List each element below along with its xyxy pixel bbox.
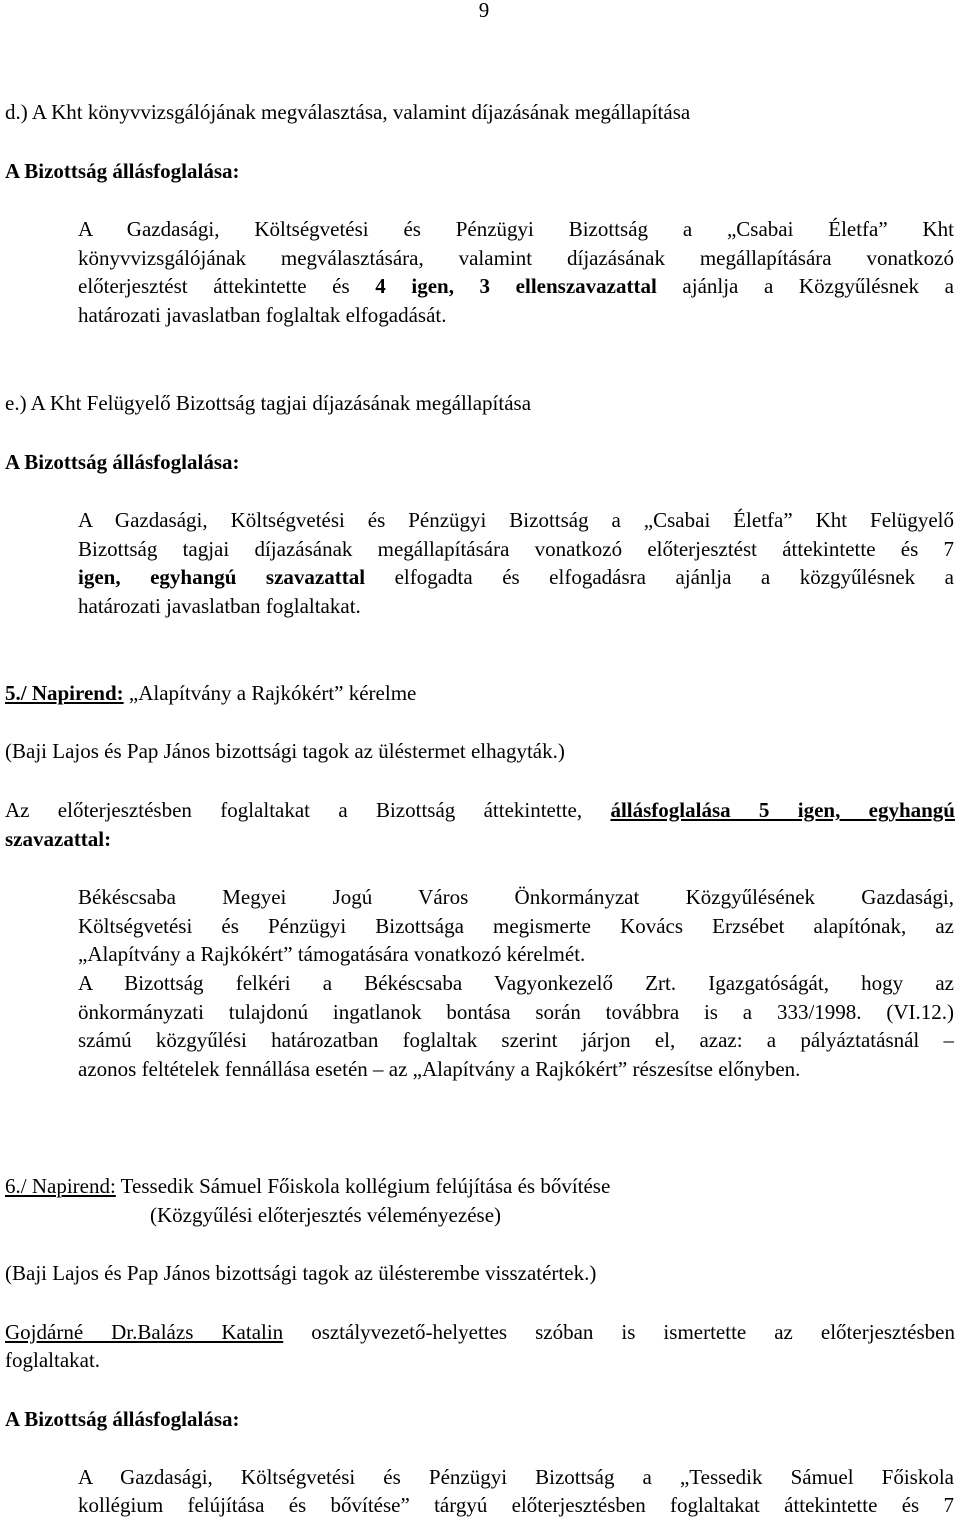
section-e-text-line: határozati javaslatban foglaltakat.: [78, 594, 361, 618]
agenda-6-heading: 6./ Napirend: Tessedik Sámuel Főiskola kollégium felújítása és bővítése: [5, 1174, 611, 1198]
agenda-6-resolution-line: kollégium felújítása és bővítése” tárgyú előterjesztésben foglaltakat áttekintette és 7: [78, 1493, 954, 1517]
agenda-5-resolution-line: önkormányzati tulajdonú ingatlanok bontása során továbbra is a 333/1998. (VI.12.): [78, 1000, 954, 1024]
section-d-label: A Bizottság állásfoglalása:: [5, 159, 240, 183]
agenda-5-resolution-line: Költségvetési és Pénzügyi Bizottsága megismerte Kovács Erzsébet alapítónak, az: [78, 914, 954, 938]
section-e-text-line: A Gazdasági, Költségvetési és Pénzügyi Bizottság a „Csabai Életfa” Kht Felügyelő: [78, 508, 954, 532]
section-d-text-line: könyvvizsgálójának megválasztására, valamint díjazásának megállapítására vonatkozó: [78, 246, 954, 270]
agenda-5-intro: Az előterjesztésben foglaltakat a Bizottság áttekintette, állásfoglalása 5 igen, egyhangú: [5, 798, 955, 822]
agenda-6-subtitle: (Közgyűlési előterjesztés véleményezése): [150, 1203, 502, 1227]
agenda-5-heading: 5./ Napirend: „Alapítvány a Rajkókért” kérelme: [5, 681, 417, 705]
section-e-label: A Bizottság állásfoglalása:: [5, 450, 240, 474]
section-d-text-line: A Gazdasági, Költségvetési és Pénzügyi Bizottság a „Csabai Életfa” Kht: [78, 217, 954, 241]
section-e-text-line: igen, egyhangú szavazattal elfogadta és elfogadásra ajánlja a közgyűlésnek a: [78, 565, 955, 589]
section-e-text-line: Bizottság tagjai díjazásának megállapítására vonatkozó előterjesztést áttekintette és 7: [78, 537, 954, 561]
page-number: 9: [478, 0, 490, 22]
agenda-5-resolution-line: számú közgyűlési határozatban foglaltak szerint járjon el, azaz: a pályáztatásnál –: [78, 1028, 954, 1052]
section-d-text-line: határozati javaslatban foglaltak elfogadását.: [78, 303, 447, 327]
agenda-6-note: (Baji Lajos és Pap János bizottsági tagok az ülésterembe visszatértek.): [5, 1261, 597, 1285]
agenda-5-note: (Baji Lajos és Pap János bizottsági tagok az üléstermet elhagyták.): [5, 739, 565, 763]
agenda-5-resolution-line: Békéscsaba Megyei Jogú Város Önkormányzat Közgyűlésének Gazdasági,: [78, 885, 954, 909]
agenda-5-resolution-line: azonos feltételek fennállása esetén – az „Alapítvány a Rajkókért” részesítse előnyben.: [78, 1057, 801, 1081]
agenda-6-label: A Bizottság állásfoglalása:: [5, 1407, 240, 1431]
agenda-6-resolution-line: A Gazdasági, Költségvetési és Pénzügyi Bizottság a „Tessedik Sámuel Főiskola: [78, 1465, 954, 1489]
agenda-5-resolution-line: „Alapítvány a Rajkókért” támogatására vonatkozó kérelmét.: [78, 942, 586, 966]
section-d-heading: d.) A Kht könyvvizsgálójának megválasztása, valamint díjazásának megállapítása: [5, 100, 691, 124]
section-e-heading: e.) A Kht Felügyelő Bizottság tagjai díjazásának megállapítása: [5, 391, 532, 415]
agenda-5-intro-cont: szavazattal:: [5, 827, 112, 851]
agenda-6-speaker: Gojdárné Dr.Balázs Katalin osztályvezető-helyettes szóban is ismertette az előterjesztésben: [5, 1320, 955, 1344]
agenda-6-speaker-cont: foglaltakat.: [5, 1348, 101, 1372]
agenda-5-resolution-line: A Bizottság felkéri a Békéscsaba Vagyonkezelő Zrt. Igazgatóságát, hogy az: [78, 971, 954, 995]
section-d-text-line: előterjesztést áttekintette és 4 igen, 3 ellenszavazattal ajánlja a Közgyűlésnek a: [78, 274, 954, 298]
